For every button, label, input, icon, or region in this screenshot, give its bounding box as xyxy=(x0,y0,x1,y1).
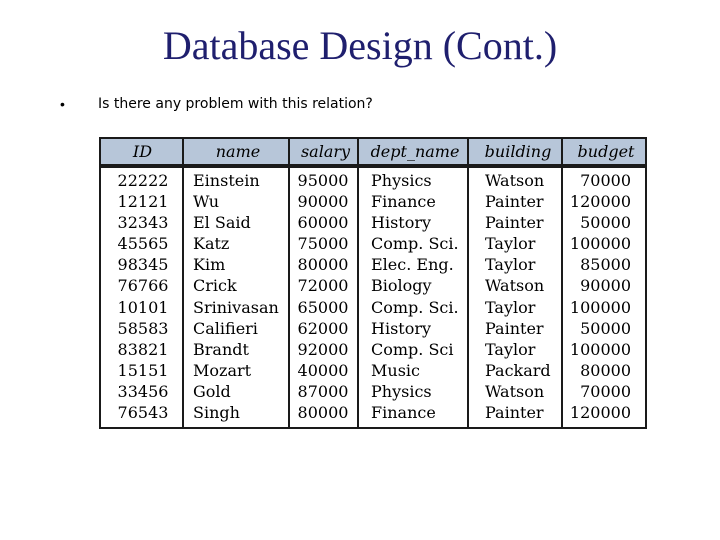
cell-dept-name: History xyxy=(371,213,432,233)
cell-building: Painter xyxy=(485,213,544,233)
cell-name: Brandt xyxy=(193,339,249,359)
bullet-icon: • xyxy=(60,96,65,112)
header-id: ID xyxy=(132,142,153,161)
cell-salary: 65000 xyxy=(297,297,349,317)
cell-budget: 100000 xyxy=(569,234,631,254)
cell-budget: 80000 xyxy=(580,360,631,380)
bullet-item xyxy=(60,92,373,116)
cell-dept-name: Comp. Sci. xyxy=(371,297,459,317)
cell-id: 83821 xyxy=(117,339,169,359)
cell-building: Painter xyxy=(485,318,544,338)
column-budget xyxy=(565,170,631,423)
cell-dept-name: Comp. Sci. xyxy=(371,234,459,254)
cell-id: 76766 xyxy=(117,276,169,296)
cell-salary: 95000 xyxy=(297,171,349,190)
cell-id: 33456 xyxy=(117,381,169,401)
cell-id: 76543 xyxy=(117,403,169,423)
cell-building: Packard xyxy=(485,360,551,380)
cell-building: Watson xyxy=(485,171,545,190)
cell-name: Wu xyxy=(193,192,220,212)
cell-budget: 120000 xyxy=(569,403,631,423)
cell-id: 32343 xyxy=(117,213,169,233)
cell-salary: 40000 xyxy=(297,360,349,380)
column-building xyxy=(485,170,559,423)
cell-dept-name: Elec. Eng. xyxy=(371,255,454,275)
cell-budget: 50000 xyxy=(580,318,631,338)
relation-table xyxy=(99,137,647,429)
header-building: building xyxy=(484,142,552,161)
cell-dept-name: Comp. Sci xyxy=(371,339,454,359)
cell-dept-name: Finance xyxy=(371,192,436,212)
column-name xyxy=(193,170,285,423)
cell-name: Einstein xyxy=(193,171,260,190)
cell-salary: 87000 xyxy=(297,381,349,401)
cell-id: 58583 xyxy=(117,318,169,338)
cell-budget: 70000 xyxy=(580,171,631,190)
cell-budget: 90000 xyxy=(580,276,631,296)
column-divider xyxy=(182,137,184,429)
cell-building: Painter xyxy=(485,192,544,212)
column-divider xyxy=(357,137,359,429)
cell-dept-name: Physics xyxy=(371,171,432,190)
cell-budget: 50000 xyxy=(580,213,631,233)
cell-salary: 60000 xyxy=(297,213,349,233)
cell-building: Taylor xyxy=(485,255,536,275)
column-divider xyxy=(467,137,469,429)
cell-id: 45565 xyxy=(117,234,169,254)
cell-building: Taylor xyxy=(485,234,536,254)
cell-name: Singh xyxy=(193,403,240,423)
column-dept-name xyxy=(371,170,465,423)
cell-id: 10101 xyxy=(117,297,169,317)
header-salary: salary xyxy=(300,142,351,161)
cell-salary: 80000 xyxy=(297,255,349,275)
cell-name: Kim xyxy=(193,255,226,275)
cell-name: Crick xyxy=(193,276,237,296)
column-divider xyxy=(288,137,290,429)
cell-building: Watson xyxy=(485,381,545,401)
column-salary xyxy=(291,170,355,423)
cell-budget: 100000 xyxy=(569,297,631,317)
slide-title: Database Design (Cont.) xyxy=(162,23,558,68)
cell-name: Mozart xyxy=(193,360,252,380)
header-budget: budget xyxy=(577,142,635,161)
cell-salary: 80000 xyxy=(297,403,349,423)
cell-salary: 75000 xyxy=(297,234,349,254)
cell-id: 15151 xyxy=(117,360,169,380)
column-divider xyxy=(561,137,563,429)
cell-budget: 100000 xyxy=(569,339,631,359)
cell-building: Watson xyxy=(485,276,545,296)
cell-dept-name: Music xyxy=(371,360,420,380)
cell-building: Taylor xyxy=(485,297,536,317)
cell-name: Katz xyxy=(193,234,230,254)
cell-name: Gold xyxy=(193,381,231,401)
cell-id: 12121 xyxy=(117,192,169,212)
cell-budget: 85000 xyxy=(580,255,631,275)
cell-budget: 120000 xyxy=(569,192,631,212)
header-name: name xyxy=(215,142,261,161)
cell-salary: 62000 xyxy=(297,318,349,338)
cell-name: El Said xyxy=(193,213,251,233)
cell-dept-name: Biology xyxy=(371,276,432,296)
cell-name: Califieri xyxy=(193,318,258,338)
cell-building: Taylor xyxy=(485,339,536,359)
bullet-text: Is there any problem with this relation? xyxy=(98,96,373,112)
cell-id: 98345 xyxy=(117,255,169,275)
cell-name: Srinivasan xyxy=(193,297,279,317)
cell-dept-name: History xyxy=(371,318,432,338)
cell-dept-name: Finance xyxy=(371,403,436,423)
cell-salary: 90000 xyxy=(297,192,349,212)
cell-building: Painter xyxy=(485,403,544,423)
cell-id: 22222 xyxy=(117,171,169,190)
cell-salary: 92000 xyxy=(297,339,349,359)
cell-dept-name: Physics xyxy=(371,381,432,401)
column-id xyxy=(105,170,181,423)
cell-salary: 72000 xyxy=(297,276,349,296)
cell-budget: 70000 xyxy=(580,381,631,401)
header-dept-name: dept_name xyxy=(370,142,460,161)
